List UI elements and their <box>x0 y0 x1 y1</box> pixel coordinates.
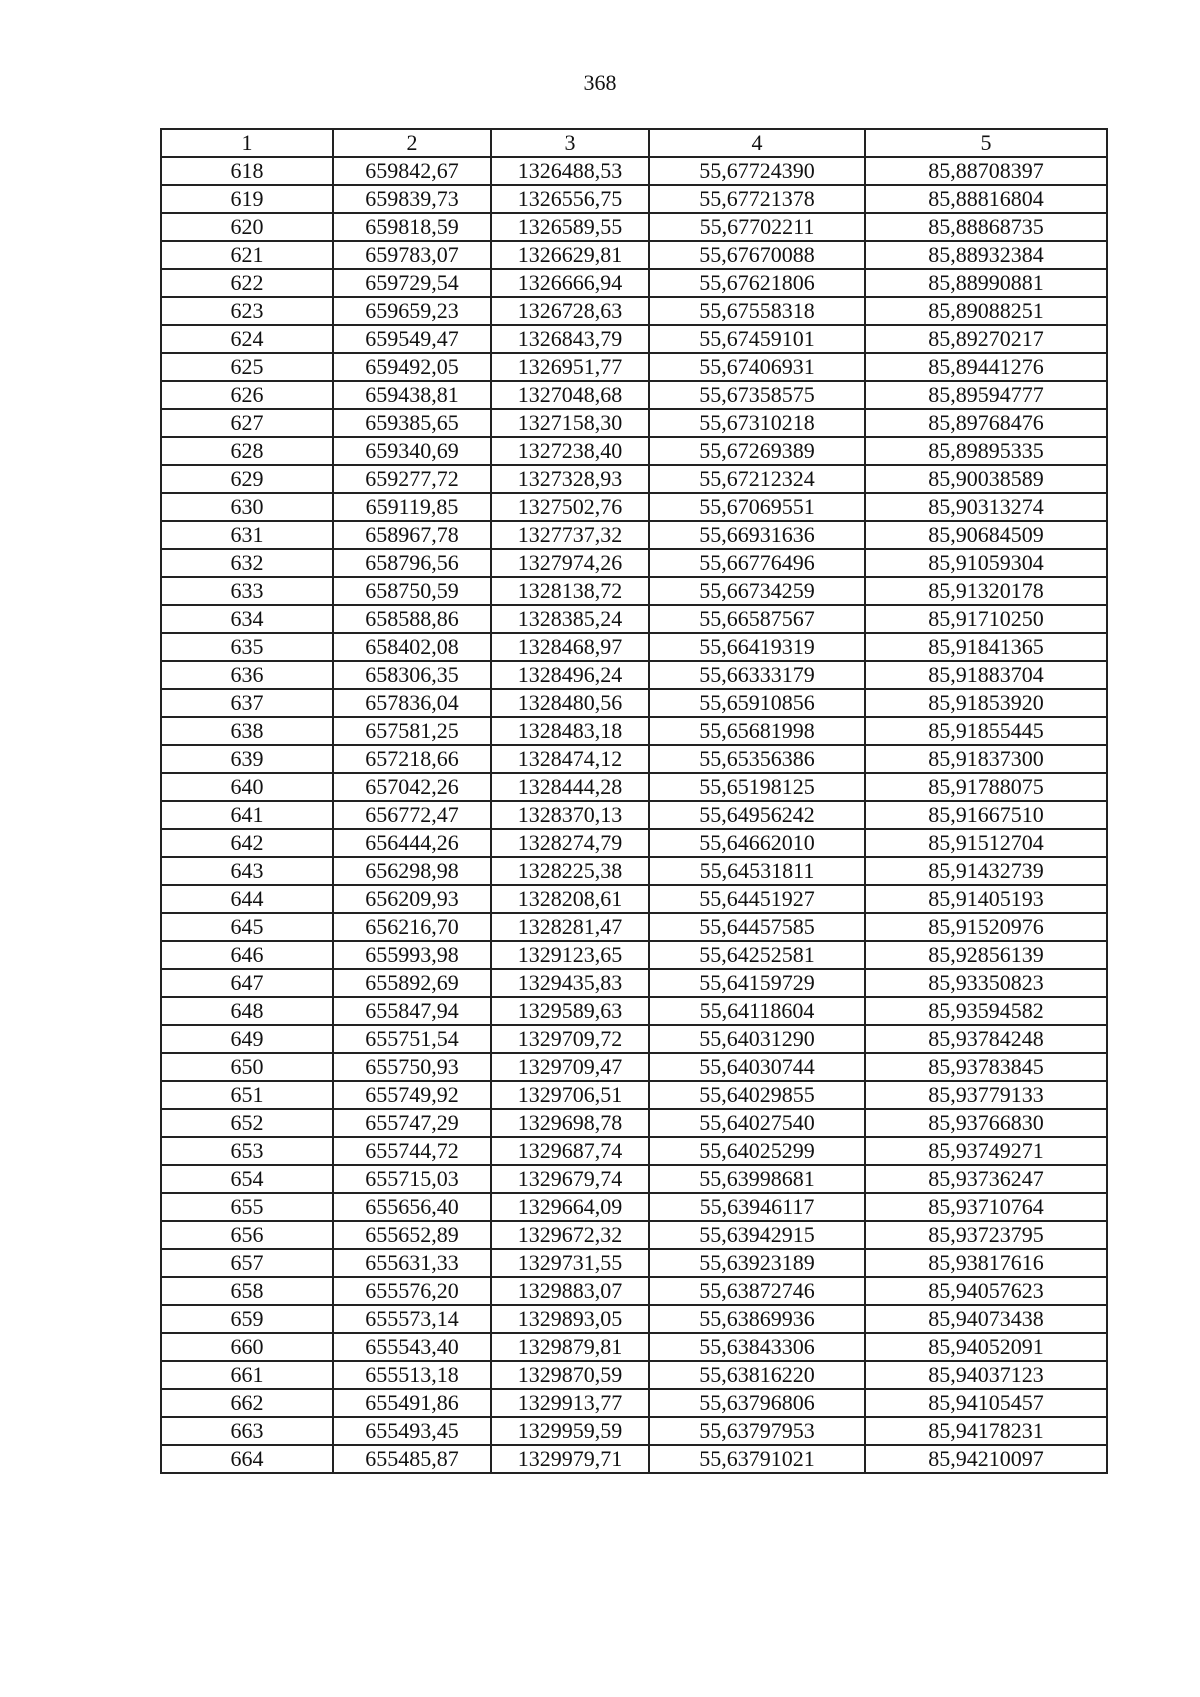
table-cell: 658588,86 <box>333 605 491 633</box>
table-cell: 55,67069551 <box>649 493 865 521</box>
table-cell: 85,88816804 <box>865 185 1107 213</box>
table-cell: 85,93749271 <box>865 1137 1107 1165</box>
table-cell: 55,64025299 <box>649 1137 865 1165</box>
table-cell: 1328370,13 <box>491 801 649 829</box>
column-header: 4 <box>649 129 865 157</box>
table-cell: 55,65910856 <box>649 689 865 717</box>
table-cell: 85,93594582 <box>865 997 1107 1025</box>
table-cell: 657 <box>161 1249 333 1277</box>
table-cell: 655 <box>161 1193 333 1221</box>
table-cell: 55,64956242 <box>649 801 865 829</box>
table-cell: 55,67406931 <box>649 353 865 381</box>
table-cell: 85,91512704 <box>865 829 1107 857</box>
table-cell: 658796,56 <box>333 549 491 577</box>
table-row <box>161 549 1107 577</box>
table-cell: 653 <box>161 1137 333 1165</box>
table-cell: 1327974,26 <box>491 549 649 577</box>
table-row <box>161 745 1107 773</box>
coordinates-table <box>160 128 1108 1474</box>
table-cell: 661 <box>161 1361 333 1389</box>
table-row <box>161 969 1107 997</box>
table-cell: 656 <box>161 1221 333 1249</box>
table-cell: 655749,92 <box>333 1081 491 1109</box>
table-cell: 55,63942915 <box>649 1221 865 1249</box>
table-cell: 655631,33 <box>333 1249 491 1277</box>
table-cell: 1327502,76 <box>491 493 649 521</box>
table-row <box>161 717 1107 745</box>
table-cell: 1329709,72 <box>491 1025 649 1053</box>
table-row <box>161 1109 1107 1137</box>
table-cell: 1328225,38 <box>491 857 649 885</box>
table-cell: 625 <box>161 353 333 381</box>
table-cell: 659729,54 <box>333 269 491 297</box>
table-cell: 1329589,63 <box>491 997 649 1025</box>
table-cell: 631 <box>161 521 333 549</box>
table-body <box>161 157 1107 1473</box>
table-cell: 659659,23 <box>333 297 491 325</box>
table-cell: 55,63843306 <box>649 1333 865 1361</box>
table-cell: 55,63872746 <box>649 1277 865 1305</box>
table-cell: 55,64031290 <box>649 1025 865 1053</box>
table-cell: 85,90038589 <box>865 465 1107 493</box>
table-cell: 623 <box>161 297 333 325</box>
table-cell: 55,65198125 <box>649 773 865 801</box>
table-row <box>161 913 1107 941</box>
table-cell: 1329687,74 <box>491 1137 649 1165</box>
table-cell: 85,91667510 <box>865 801 1107 829</box>
table-row <box>161 437 1107 465</box>
table-cell: 655485,87 <box>333 1445 491 1473</box>
table-cell: 1328385,24 <box>491 605 649 633</box>
table-cell: 655747,29 <box>333 1109 491 1137</box>
table-cell: 655576,20 <box>333 1277 491 1305</box>
table-cell: 55,64662010 <box>649 829 865 857</box>
table-cell: 1328208,61 <box>491 885 649 913</box>
table-row <box>161 829 1107 857</box>
table-cell: 85,91520976 <box>865 913 1107 941</box>
table-cell: 85,90684509 <box>865 521 1107 549</box>
table-row <box>161 157 1107 185</box>
table-cell: 55,67724390 <box>649 157 865 185</box>
table-row <box>161 493 1107 521</box>
table-row <box>161 1081 1107 1109</box>
table-cell: 1327158,30 <box>491 409 649 437</box>
table-cell: 655493,45 <box>333 1417 491 1445</box>
table-cell: 1329879,81 <box>491 1333 649 1361</box>
table-cell: 85,94073438 <box>865 1305 1107 1333</box>
table-cell: 85,90313274 <box>865 493 1107 521</box>
table-cell: 1327048,68 <box>491 381 649 409</box>
table-row <box>161 1417 1107 1445</box>
table-row <box>161 941 1107 969</box>
table-cell: 659783,07 <box>333 241 491 269</box>
table-cell: 656298,98 <box>333 857 491 885</box>
table-row <box>161 1445 1107 1473</box>
table-cell: 55,64531811 <box>649 857 865 885</box>
column-header: 2 <box>333 129 491 157</box>
table-cell: 1326728,63 <box>491 297 649 325</box>
table-cell: 85,93350823 <box>865 969 1107 997</box>
table-cell: 85,94057623 <box>865 1277 1107 1305</box>
table-cell: 659839,73 <box>333 185 491 213</box>
table-cell: 656216,70 <box>333 913 491 941</box>
table-cell: 1326589,55 <box>491 213 649 241</box>
table-row <box>161 1025 1107 1053</box>
table-row <box>161 997 1107 1025</box>
table-cell: 1327328,93 <box>491 465 649 493</box>
table-cell: 1326629,81 <box>491 241 649 269</box>
table-cell: 651 <box>161 1081 333 1109</box>
table-cell: 1326556,75 <box>491 185 649 213</box>
table-cell: 85,93736247 <box>865 1165 1107 1193</box>
table-cell: 1328480,56 <box>491 689 649 717</box>
table-cell: 659119,85 <box>333 493 491 521</box>
table-cell: 646 <box>161 941 333 969</box>
table-row <box>161 297 1107 325</box>
table-cell: 627 <box>161 409 333 437</box>
table-cell: 55,67269389 <box>649 437 865 465</box>
table-cell: 55,63816220 <box>649 1361 865 1389</box>
table-cell: 659492,05 <box>333 353 491 381</box>
table-row <box>161 605 1107 633</box>
table-cell: 659438,81 <box>333 381 491 409</box>
table-row <box>161 1193 1107 1221</box>
table-cell: 85,88932384 <box>865 241 1107 269</box>
table-cell: 664 <box>161 1445 333 1473</box>
table-cell: 1328474,12 <box>491 745 649 773</box>
table-cell: 85,91788075 <box>865 773 1107 801</box>
table-cell: 85,93710764 <box>865 1193 1107 1221</box>
table-cell: 1328496,24 <box>491 661 649 689</box>
table-row <box>161 1333 1107 1361</box>
table-cell: 1329123,65 <box>491 941 649 969</box>
table-cell: 638 <box>161 717 333 745</box>
table-row <box>161 661 1107 689</box>
table-cell: 658306,35 <box>333 661 491 689</box>
table-cell: 648 <box>161 997 333 1025</box>
table-row <box>161 689 1107 717</box>
table-cell: 655656,40 <box>333 1193 491 1221</box>
table-cell: 639 <box>161 745 333 773</box>
table-cell: 85,89088251 <box>865 297 1107 325</box>
table-cell: 659549,47 <box>333 325 491 353</box>
table-cell: 1328274,79 <box>491 829 649 857</box>
table-row <box>161 1165 1107 1193</box>
table-cell: 633 <box>161 577 333 605</box>
table-cell: 1327238,40 <box>491 437 649 465</box>
table-cell: 85,94052091 <box>865 1333 1107 1361</box>
table-row <box>161 801 1107 829</box>
table-cell: 1329664,09 <box>491 1193 649 1221</box>
table-cell: 85,91059304 <box>865 549 1107 577</box>
table-cell: 55,64457585 <box>649 913 865 941</box>
table-cell: 85,89895335 <box>865 437 1107 465</box>
page-number: 368 <box>583 70 617 95</box>
table-cell: 655573,14 <box>333 1305 491 1333</box>
table-cell: 645 <box>161 913 333 941</box>
table-cell: 621 <box>161 241 333 269</box>
table-cell: 662 <box>161 1389 333 1417</box>
table-cell: 55,67670088 <box>649 241 865 269</box>
table-cell: 55,64451927 <box>649 885 865 913</box>
table-cell: 55,64159729 <box>649 969 865 997</box>
table-cell: 1328138,72 <box>491 577 649 605</box>
table-cell: 640 <box>161 773 333 801</box>
table-row <box>161 885 1107 913</box>
table-cell: 659 <box>161 1305 333 1333</box>
table-row <box>161 409 1107 437</box>
table-cell: 85,94105457 <box>865 1389 1107 1417</box>
table-cell: 1328281,47 <box>491 913 649 941</box>
table-row <box>161 353 1107 381</box>
table-cell: 656772,47 <box>333 801 491 829</box>
table-row <box>161 269 1107 297</box>
table-cell: 55,65681998 <box>649 717 865 745</box>
table-cell: 55,67721378 <box>649 185 865 213</box>
table-cell: 656444,26 <box>333 829 491 857</box>
column-header: 3 <box>491 129 649 157</box>
table-cell: 1329672,32 <box>491 1221 649 1249</box>
table-cell: 634 <box>161 605 333 633</box>
table-cell: 657581,25 <box>333 717 491 745</box>
table-cell: 1329709,47 <box>491 1053 649 1081</box>
table-cell: 55,63923189 <box>649 1249 865 1277</box>
table-cell: 641 <box>161 801 333 829</box>
table-cell: 85,91855445 <box>865 717 1107 745</box>
table-cell: 635 <box>161 633 333 661</box>
table-cell: 628 <box>161 437 333 465</box>
table-row <box>161 213 1107 241</box>
table-cell: 618 <box>161 157 333 185</box>
column-header: 5 <box>865 129 1107 157</box>
table-row <box>161 465 1107 493</box>
table-cell: 636 <box>161 661 333 689</box>
table-cell: 622 <box>161 269 333 297</box>
table-row <box>161 325 1107 353</box>
table-cell: 85,91320178 <box>865 577 1107 605</box>
table-cell: 1328468,97 <box>491 633 649 661</box>
table-cell: 85,94037123 <box>865 1361 1107 1389</box>
table-row <box>161 1249 1107 1277</box>
table-cell: 85,89768476 <box>865 409 1107 437</box>
table-cell: 629 <box>161 465 333 493</box>
table-cell: 658967,78 <box>333 521 491 549</box>
table-cell: 655491,86 <box>333 1389 491 1417</box>
table-cell: 642 <box>161 829 333 857</box>
table-cell: 1326951,77 <box>491 353 649 381</box>
table-cell: 55,67310218 <box>649 409 865 437</box>
table-cell: 85,91883704 <box>865 661 1107 689</box>
table-cell: 1329979,71 <box>491 1445 649 1473</box>
table-cell: 659818,59 <box>333 213 491 241</box>
table-cell: 85,89594777 <box>865 381 1107 409</box>
table-cell: 55,63791021 <box>649 1445 865 1473</box>
table-cell: 1329698,78 <box>491 1109 649 1137</box>
table-cell: 630 <box>161 493 333 521</box>
table-cell: 85,88708397 <box>865 157 1107 185</box>
table-cell: 655744,72 <box>333 1137 491 1165</box>
table-cell: 637 <box>161 689 333 717</box>
table-cell: 620 <box>161 213 333 241</box>
table-row <box>161 1053 1107 1081</box>
table-cell: 55,63796806 <box>649 1389 865 1417</box>
table-cell: 1329893,05 <box>491 1305 649 1333</box>
table-cell: 660 <box>161 1333 333 1361</box>
table-cell: 1329731,55 <box>491 1249 649 1277</box>
table-cell: 55,64027540 <box>649 1109 865 1137</box>
table-cell: 655715,03 <box>333 1165 491 1193</box>
table-cell: 1329959,59 <box>491 1417 649 1445</box>
header-row <box>161 129 1107 157</box>
table-cell: 1329706,51 <box>491 1081 649 1109</box>
table-cell: 85,93783845 <box>865 1053 1107 1081</box>
table-cell: 85,91710250 <box>865 605 1107 633</box>
table-cell: 644 <box>161 885 333 913</box>
table-cell: 55,65356386 <box>649 745 865 773</box>
table-cell: 55,67621806 <box>649 269 865 297</box>
table-cell: 1329870,59 <box>491 1361 649 1389</box>
table-cell: 1326843,79 <box>491 325 649 353</box>
table-cell: 650 <box>161 1053 333 1081</box>
table-row <box>161 577 1107 605</box>
table-cell: 658402,08 <box>333 633 491 661</box>
table-cell: 85,91837300 <box>865 745 1107 773</box>
table-cell: 55,64030744 <box>649 1053 865 1081</box>
table-row <box>161 1305 1107 1333</box>
table-row <box>161 1389 1107 1417</box>
table-cell: 85,94210097 <box>865 1445 1107 1473</box>
table-cell: 55,63797953 <box>649 1417 865 1445</box>
table-cell: 55,66587567 <box>649 605 865 633</box>
table-cell: 85,93817616 <box>865 1249 1107 1277</box>
table-cell: 85,91405193 <box>865 885 1107 913</box>
table-cell: 55,66734259 <box>649 577 865 605</box>
table-cell: 55,66333179 <box>649 661 865 689</box>
table-row <box>161 773 1107 801</box>
table-cell: 85,91853920 <box>865 689 1107 717</box>
table-row <box>161 857 1107 885</box>
table-cell: 643 <box>161 857 333 885</box>
table-cell: 659340,69 <box>333 437 491 465</box>
table-cell: 55,66419319 <box>649 633 865 661</box>
table-row <box>161 1361 1107 1389</box>
table-cell: 85,91841365 <box>865 633 1107 661</box>
table-row <box>161 381 1107 409</box>
table-row <box>161 1137 1107 1165</box>
table-cell: 1329679,74 <box>491 1165 649 1193</box>
table-cell: 655543,40 <box>333 1333 491 1361</box>
table-cell: 85,93784248 <box>865 1025 1107 1053</box>
table-cell: 658750,59 <box>333 577 491 605</box>
table-cell: 654 <box>161 1165 333 1193</box>
table-cell: 657218,66 <box>333 745 491 773</box>
table-cell: 1328483,18 <box>491 717 649 745</box>
table-cell: 632 <box>161 549 333 577</box>
table-cell: 1329435,83 <box>491 969 649 997</box>
table-cell: 55,64252581 <box>649 941 865 969</box>
table-cell: 656209,93 <box>333 885 491 913</box>
table-cell: 85,88868735 <box>865 213 1107 241</box>
table-cell: 1327737,32 <box>491 521 649 549</box>
table-cell: 1329883,07 <box>491 1277 649 1305</box>
table-cell: 85,92856139 <box>865 941 1107 969</box>
column-header: 1 <box>161 129 333 157</box>
table-cell: 55,67459101 <box>649 325 865 353</box>
table-cell: 85,91432739 <box>865 857 1107 885</box>
table-cell: 55,67702211 <box>649 213 865 241</box>
table-row <box>161 1221 1107 1249</box>
table-cell: 659385,65 <box>333 409 491 437</box>
table-cell: 85,93766830 <box>865 1109 1107 1137</box>
table-cell: 55,63869936 <box>649 1305 865 1333</box>
table-cell: 649 <box>161 1025 333 1053</box>
table-row <box>161 1277 1107 1305</box>
table-cell: 85,93723795 <box>865 1221 1107 1249</box>
table-cell: 1326666,94 <box>491 269 649 297</box>
table-cell: 619 <box>161 185 333 213</box>
table-cell: 55,66931636 <box>649 521 865 549</box>
table-cell: 655993,98 <box>333 941 491 969</box>
table-cell: 626 <box>161 381 333 409</box>
table-cell: 655513,18 <box>333 1361 491 1389</box>
table-row <box>161 241 1107 269</box>
table-header <box>161 129 1107 157</box>
table-cell: 85,89270217 <box>865 325 1107 353</box>
table-row <box>161 521 1107 549</box>
table-cell: 655751,54 <box>333 1025 491 1053</box>
table-cell: 659842,67 <box>333 157 491 185</box>
table-cell: 655847,94 <box>333 997 491 1025</box>
table-cell: 663 <box>161 1417 333 1445</box>
table-cell: 657042,26 <box>333 773 491 801</box>
table-cell: 55,64029855 <box>649 1081 865 1109</box>
table-cell: 55,63998681 <box>649 1165 865 1193</box>
table-cell: 85,93779133 <box>865 1081 1107 1109</box>
table-cell: 647 <box>161 969 333 997</box>
table-cell: 55,66776496 <box>649 549 865 577</box>
table-row <box>161 633 1107 661</box>
table-cell: 655750,93 <box>333 1053 491 1081</box>
table-cell: 55,67358575 <box>649 381 865 409</box>
table-cell: 85,89441276 <box>865 353 1107 381</box>
table-cell: 659277,72 <box>333 465 491 493</box>
table-cell: 655892,69 <box>333 969 491 997</box>
table-cell: 657836,04 <box>333 689 491 717</box>
table-cell: 658 <box>161 1277 333 1305</box>
table-row <box>161 185 1107 213</box>
table-cell: 55,64118604 <box>649 997 865 1025</box>
table-cell: 85,88990881 <box>865 269 1107 297</box>
table-cell: 55,67212324 <box>649 465 865 493</box>
table-cell: 1329913,77 <box>491 1389 649 1417</box>
table-cell: 55,63946117 <box>649 1193 865 1221</box>
table-cell: 655652,89 <box>333 1221 491 1249</box>
table-cell: 652 <box>161 1109 333 1137</box>
table-cell: 1326488,53 <box>491 157 649 185</box>
table-cell: 624 <box>161 325 333 353</box>
table-cell: 55,67558318 <box>649 297 865 325</box>
table-cell: 85,94178231 <box>865 1417 1107 1445</box>
table-cell: 1328444,28 <box>491 773 649 801</box>
